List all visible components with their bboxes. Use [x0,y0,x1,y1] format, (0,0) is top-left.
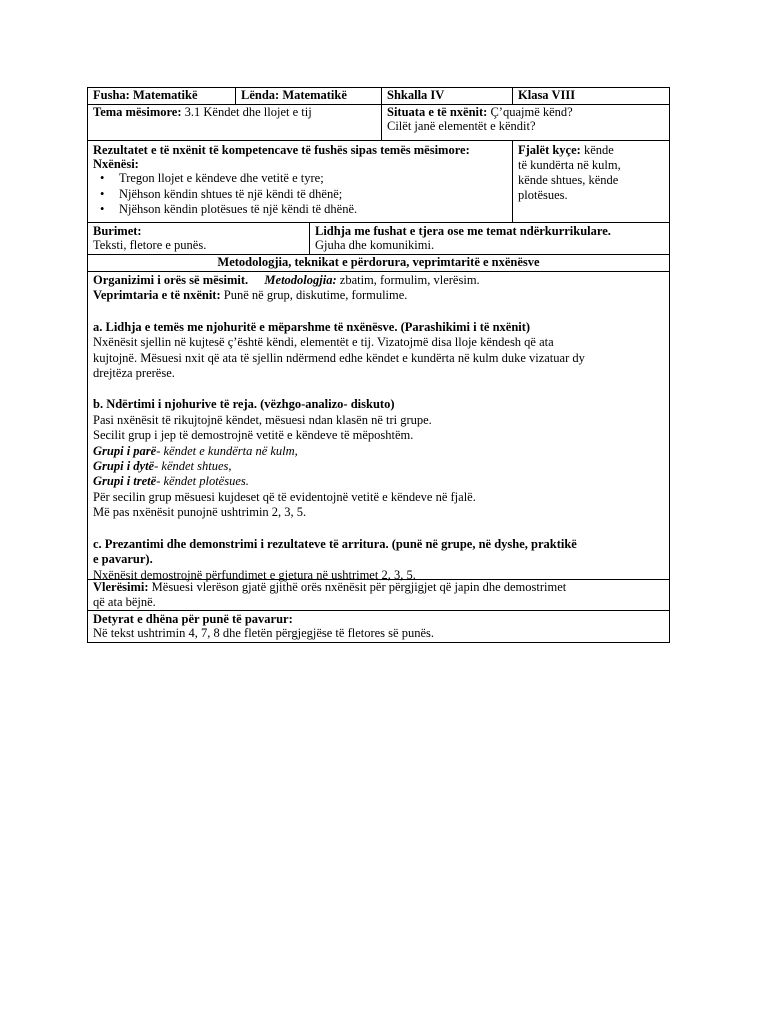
vleresimi-row [88,579,669,610]
list-item: • Njëhson këndin shtues të një këndi të dhënë; [119,187,507,203]
section-c-title-2: e pavarur). [93,552,153,567]
rezultatet-row [88,140,669,222]
fjalet-line4: plotësues. [518,188,568,202]
situata-line1: Ç’quajmë kënd? [487,105,573,119]
fjalet-cell [512,141,669,222]
section-b-line2: Secilit grup i jep të demostrojnë vetitë e këndeve të mëposhtëm. [93,428,414,443]
group-3-label: Grupi i tretë [93,474,157,489]
group-1-value: - këndet e kundërta në kulm, [156,443,298,458]
situata-line2: Cilët janë elementët e këndit? [387,119,536,133]
rezultatet-cell [88,141,512,222]
metodologjia-title-row [88,254,669,271]
metodologjia-label: Metodologjia: [264,273,337,287]
burimet-row [88,222,669,254]
section-a-line1: Nxënësit sjellin në kujtesë ç’është këndi, elementët e tij. Vizatojmë disa lloje këndesh që ata [93,335,554,350]
rezultatet-title: Rezultatet e të nxënit të kompetencave të fushës sipas temës mësimore: [93,143,470,157]
veprimtaria-label: Veprimtaria e të nxënit: [93,288,221,303]
lidhja-cell [309,223,669,254]
situata-cell [381,105,669,140]
list-item: • Tregon llojet e këndeve dhe vetitë e tyre; [119,171,507,187]
metodologjia-title: Metodologjia, teknikat e përdorura, veprimtaritë e nxënësve [217,255,540,269]
fjalet-label: Fjalët kyçe: [518,143,581,157]
lidhja-value: Gjuha dhe komunikimi. [315,238,435,252]
lenda-cell: Lënda: Matematikë [235,88,381,104]
vleresimi-line2: që ata bëjnë. [93,594,156,609]
detyrat-cell [88,611,669,642]
fjalet-line3: kënde shtues, kënde [518,173,619,187]
burimet-label: Burimet: [93,224,142,238]
rezultatet-list [93,171,507,218]
group-2-label: Grupi i dytë [93,459,155,474]
group-1-label: Grupi i parë [93,443,157,458]
detyrat-label: Detyrat e dhëna për punë të pavarur: [93,612,293,626]
section-c-title-1: c. Prezantimi dhe demonstrimi i rezultateve të arritura. (punë në grupe, në dyshe, praktikë [93,536,577,551]
shkalla-cell: Shkalla IV [381,88,512,104]
burimet-value: Teksti, fletore e punës. [93,238,207,252]
vleresimi-label: Vlerësimi: [93,580,149,594]
tema-cell [88,105,381,140]
section-b-line3: Për secilin grup mësuesi kujdeset që të evidentojnë vetitë e këndeve në fjalë. [93,489,476,504]
section-a-title: a. Lidhja e temës me njohuritë e mëparshme të nxënësve. (Parashikimi i të nxënit) [93,319,531,334]
tema-label: Tema mësimore: [93,105,182,119]
metodologjia-value: zbatim, formulim, vlerësim. [336,273,480,287]
detyrat-value: Në tekst ushtrimin 4, 7, 8 dhe fletën përgjegjëse të fletores së punës. [93,626,434,640]
klasa-cell: Klasa VIII [512,88,669,104]
body-row [88,271,669,582]
group-3-value: - këndet plotësues. [156,474,249,489]
fusha-cell: Fusha: Matematikë [93,88,198,102]
list-item: • Njëhson këndin plotësues të një këndi të dhënë. [119,202,507,218]
section-b-title: b. Ndërtimi i njohurive të reja. (vëzhgo-analizo- diskuto) [93,397,395,412]
vleresimi-cell [88,580,669,610]
tema-row [88,104,669,140]
fjalet-line2: të kundërta në kulm, [518,158,621,172]
tema-value: 3.1 Këndet dhe llojet e tij [181,105,312,119]
section-b-line1: Pasi nxënësit të rikujtojnë këndet, mësuesi ndan klasën në tri grupe. [93,412,432,427]
situata-label: Situata e të nxënit: [387,105,488,119]
lesson-plan-table [87,87,670,643]
veprimtaria-value: Punë në grup, diskutime, formulime. [220,288,408,303]
rezultatet-subtitle: Nxënësi: [93,157,139,171]
fjalet-line1: kënde [580,143,614,157]
vleresimi-line1: Mësuesi vlerëson gjatë gjithë orës nxënësit për përgjigjet që japin dhe demostrimet [148,580,567,594]
detyrat-row [88,610,669,642]
lidhja-label: Lidhja me fushat e tjera ose me temat ndërkurrikulare. [315,224,611,238]
burimet-cell [88,223,309,254]
section-b-line4: Më pas nxënësit punojnë ushtrimin 2, 3, 5. [93,505,307,520]
organizimi-label: Organizimi i orës së mësimit. [93,273,249,287]
section-a-line2: kujtojnë. Mësuesi nxit që ata të sjellin ndërmend edhe këndet e kundërta në kulm duke vizatuar dy [93,350,585,365]
header-row [88,88,669,104]
body-cell [88,272,669,582]
section-c-line1: Nxënësit demostrojnë përfundimet e gjetura në ushtrimet 2, 3, 5. [93,567,416,582]
group-2-value: - këndet shtues, [154,459,232,474]
section-a-line3: drejtëza prerëse. [93,366,175,381]
